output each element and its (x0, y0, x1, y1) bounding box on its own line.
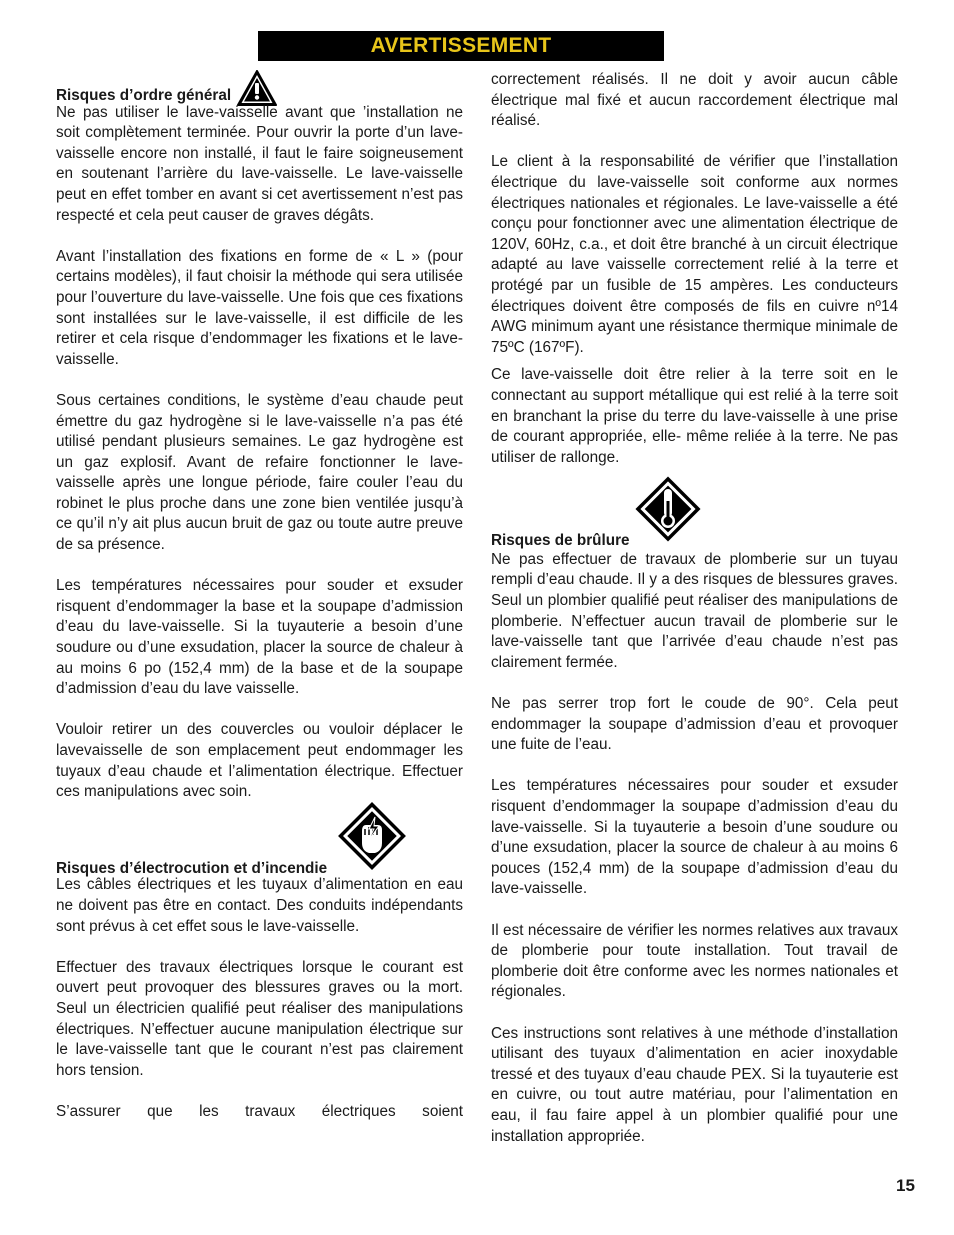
continued-paragraph-3: Ce lave-vaisselle doit être relier à la terre soit en le connectant au support métallique qui est relié à la terre soit en branchant la prise du terre du lave-vaisselle à une prise de courant appropriée, elle- même reliée à la terre. Ne pas utiliser de rallonge. (491, 366, 898, 466)
electrocution-paragraph-2: Effectuer des travaux électriques lorsque le courant est ouvert peut provoquer des blessures graves ou la mort. Seul un électricien qualifié peut réaliser des manipulations électriques. N’effectuer aucune manipulation électrique sur le lave-vaisselle tant que le courant n’est pas clairement hors tension. (56, 958, 463, 1079)
general-paragraph-1: Ne pas utiliser le lave-vaisselle avant que ’installation ne soit complètement terminée. Pour ouvrir la porte d’un lave-vaisselle encore non installé, il faut le faire soigneusement en soutenant l’arrière du lave-vaisselle. Le lave-vaisselle peut en effet tomber en avant si cet avertissement n’est pas respecté et cela peut causer de graves dégâts. (56, 103, 463, 224)
general-paragraph-3: Sous certaines conditions, le système d’eau chaude peut émettre du gaz hydrogène si le lave-vaisselle n’a pas été utilisé pendant plusieurs semaines. Le gaz hydrogène est un gaz explosif. Avant de refaire fonctionner le lave-vaisselle après une longue période, faire couler l’eau du robinet le plus proche dans une zone bien ventilée jusqu’à ce qu’il n’y ait plus aucun bruit de gaz ou toute autre preuve de sa présence. (56, 391, 463, 554)
general-risks-heading: Risques d’ordre général (56, 87, 232, 104)
right-column (491, 70, 898, 1147)
burn-heading: Risques de brûlure (491, 532, 630, 550)
continued-paragraph-2: Le client à la responsabilité de vérifier que l’installation électrique du lave-vaisselle soit conforme aux normes électriques nationales et régionales. Le lave-vaisselle a été conçu pour fonctionner avec une alimentation électrique de 120V, 60Hz, c.a., et doit être branché à un circuit électrique adapté au lave vaisselle correctement relié à la terre et protégé par un fusible de 15 ampères. Les conducteurs électriques doivent être composés de fils en cuivre nº14 AWG minimum ayant une résistance thermique minimale de 75ºC (167ºF). (491, 153, 898, 356)
electrocution-heading-row (56, 795, 463, 880)
burn-heading-row (491, 471, 898, 552)
burn-paragraph-5: Ces instructions sont relatives à une méthode d’installation utilisant des tuyaux d’alimentation en acier inoxydable tressé et des tuyaux d’eau chaude PEX. Si la tuyauterie est en cuivre, ou tout autre matériau, pour l’alimentation en eau, il fau faire appel à un plombier qualifié pour une installation appropriée. (491, 1024, 898, 1145)
general-paragraph-4: Les températures nécessaires pour souder et exsuder risquent d’endommager la base et la soupape d’admission d’eau du lave-vaisselle. Si la tuyauterie a besoin d’une soudure ou d’une exsudation, placer la source de chaleur à au moins 6 po (152,4 mm) de la base et de la soupape d’admission d’eau du lave vaisselle. (56, 577, 463, 698)
burn-paragraph-2: Ne pas serrer trop fort le coude de 90°. Cela peut endommager la soupape d’admission d’eau et provoquer une fuite de l’eau. (491, 695, 898, 754)
thermometer-icon (630, 471, 706, 554)
page-number: 15 (896, 1176, 915, 1195)
electric-shock-icon (331, 795, 413, 884)
electrocution-paragraph-1: Les câbles électriques et les tuyaux d’alimentation en eau ne doivent pas être en contact. Des conduits indépendants sont prévus à cet effet sous le lave-vaisselle. (56, 876, 463, 935)
left-column (56, 70, 463, 1123)
burn-paragraph-3: Les températures nécessaires pour souder et exsuder risquent d’endommager la soupape d’admission d’eau du lave-vaisselle. Si la tuyauterie a besoin d’une soudure ou d’une exsudation, placer la source de chaleur à au moins 6 pouces (152,4 mm) de la soupape d’admission d’eau du lave-vaisselle. (491, 777, 898, 898)
burn-paragraph-1: Ne pas effectuer de travaux de plomberie sur un tuyau rempli d’eau chaude. Il y a des risques de blessures graves. Seul un plombier qualifié peut réaliser des manipulations de plomberie. N’effectuer aucun travail de plomberie sur le lave-vaisselle tant que l’arrivée d’eau chaude n’est pas clairement fermée. (491, 550, 898, 671)
general-paragraph-5: Vouloir retirer un des couvercles ou vouloir déplacer le lavevaisselle de son emplacement peut endommager les tuyaux d’eau chaude et l’alimentation électrique. Effectuer ces manipulations avec soin. (56, 721, 463, 801)
continued-paragraph-1: correctement réalisés. Il ne doit y avoir aucun câble électrique mal fixé et aucun raccordement électrique mal réalisé. (491, 71, 898, 130)
general-paragraph-2: Avant l’installation des fixations en forme de « L » (pour certains modèles), il faut choisir la méthode qui sera utilisée pour l’ouverture du lave-vaisselle. Une fois que ces fixations sont installées sur le lave-vaisselle, il est difficile de les retirer et cela risque d’endommager les fixations et le lave-vaisselle. (56, 247, 463, 368)
electrocution-heading: Risques d’électrocution et d’incendie (56, 859, 328, 877)
electrocution-paragraph-3: S’assurer que les travaux électriques soient (56, 1102, 463, 1120)
general-risks-heading-row (56, 70, 463, 107)
burn-paragraph-4: Il est nécessaire de vérifier les normes relatives aux travaux de plomberie pour toute installation. Tout travail de plomberie doit être conforme avec les normes nationales et régionales. (491, 921, 898, 1001)
warning-banner: AVERTISSEMENT (258, 31, 664, 61)
